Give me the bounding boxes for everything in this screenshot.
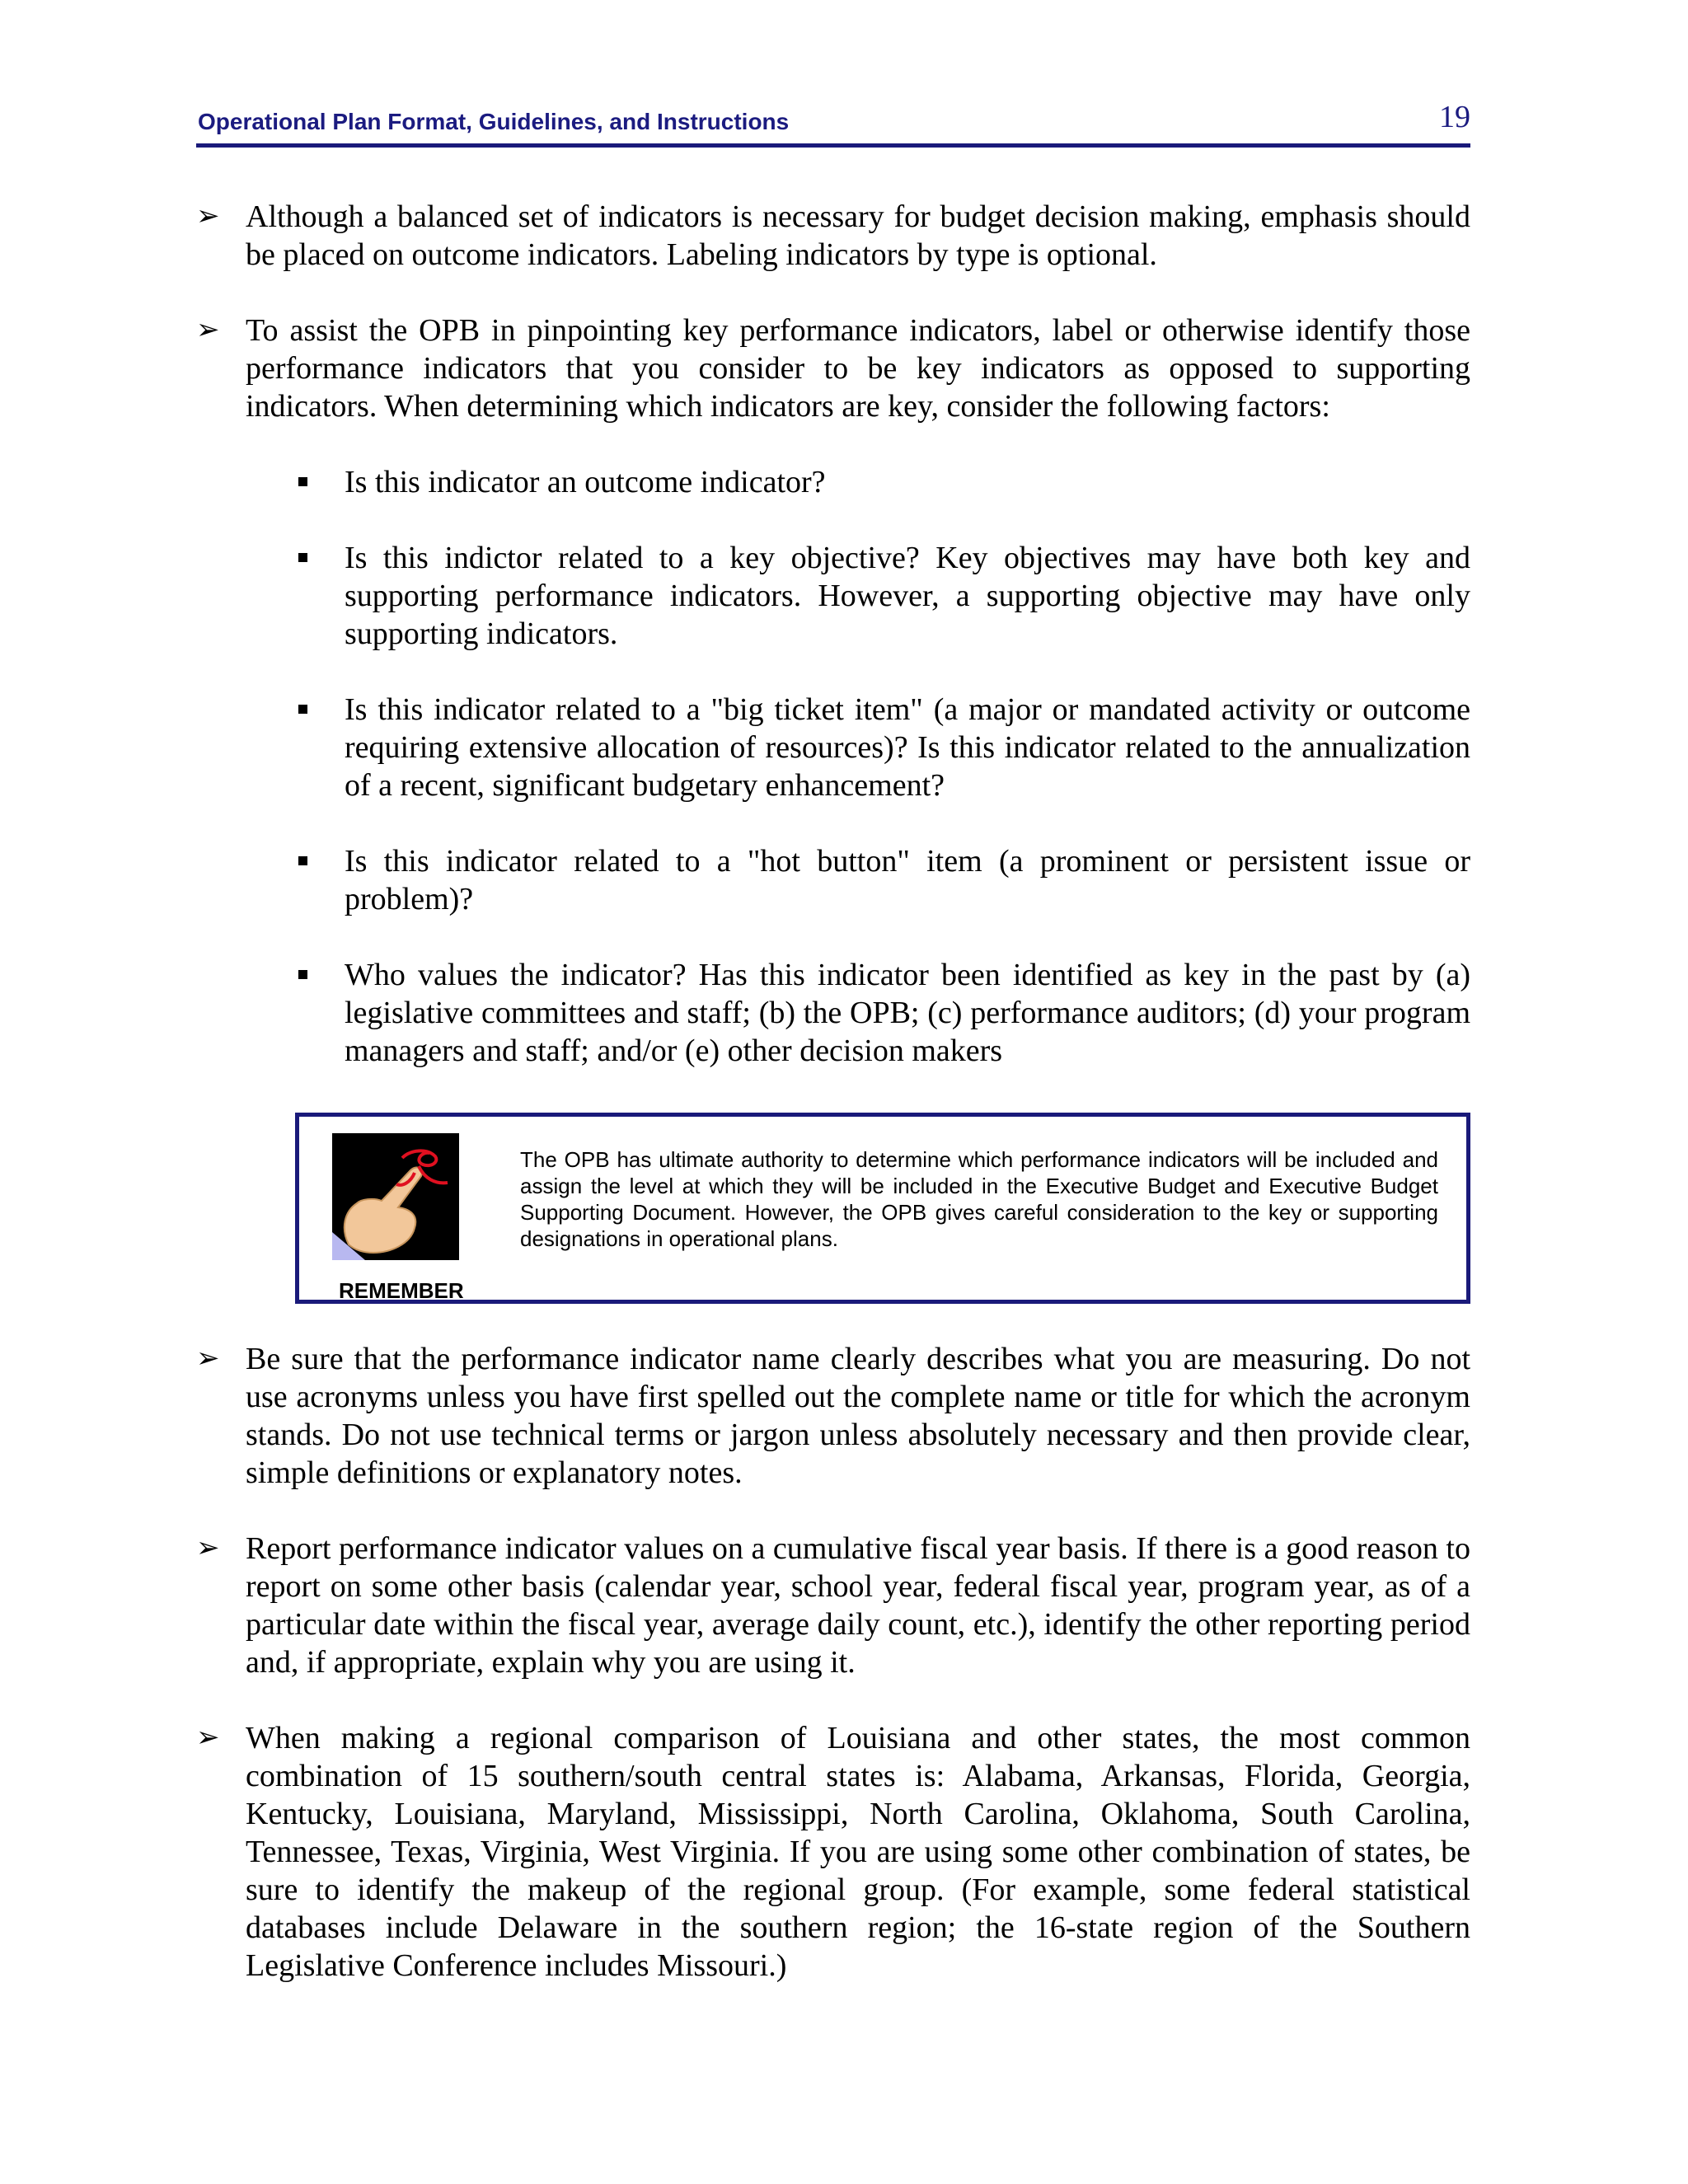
page-number: 19 <box>1439 100 1470 134</box>
remember-label: REMEMBER <box>339 1278 464 1303</box>
paragraph-text: To assist the OPB in pinpointing key performance indicators, label or otherwise identify those performance indicators that you consider to be key indicators as opposed to supporting indicators. When determining which indicators are key, consider the following factors: <box>246 313 1470 424</box>
factor-item <box>196 956 1470 1070</box>
paragraph-fiscal-year <box>196 1530 1470 1681</box>
factor-text: Who values the indicator? Has this indicator been identified as key in the past by (a) legislative committees and staff; (b) the OPB; (c) performance auditors; (d) your program managers and staff; and/or (e) other decision makers <box>345 958 1470 1068</box>
finger-string-icon <box>332 1133 459 1260</box>
factor-item <box>196 691 1470 804</box>
square-bullet-icon <box>298 705 307 714</box>
remember-text: The OPB has ultimate authority to determine which performance indicators will be included and assign the level at which they will be included in the Executive Budget and Executive Budget Supporting Document. However, the OPB gives careful consideration to the key or supporting designations in operational plans. <box>520 1147 1438 1251</box>
square-bullet-icon <box>298 856 307 865</box>
arrow-bullet-icon: ➢ <box>196 1343 220 1374</box>
page-header <box>196 97 1470 148</box>
paragraph-text: Be sure that the performance indicator name clearly describes what you are measuring. Do not use acronyms unless you have first spelled out the complete name or title for which the acronym stands. Do not use technical terms or jargon unless absolutely necessary and then provide clear, simple definitions or explanatory notes. <box>246 1342 1470 1490</box>
factor-text: Is this indicator related to a "hot button" item (a prominent or persistent issue or problem)? <box>345 844 1470 916</box>
factor-item <box>196 463 1470 501</box>
paragraph-balanced-indicators <box>196 198 1470 274</box>
factor-item <box>196 539 1470 653</box>
factor-text: Is this indictor related to a key objective? Key objectives may have both key and supporting performance indicators. However, a supporting objective may have only supporting indicators. <box>345 541 1470 651</box>
arrow-bullet-icon: ➢ <box>196 315 220 345</box>
paragraph-regional-comparison <box>196 1719 1470 1985</box>
remember-callout <box>295 1113 1470 1304</box>
header-title: Operational Plan Format, Guidelines, and Instructions <box>198 109 790 134</box>
square-bullet-icon <box>298 477 307 486</box>
arrow-bullet-icon: ➢ <box>196 201 220 232</box>
arrow-bullet-icon: ➢ <box>196 1722 220 1753</box>
paragraph-text: Report performance indicator values on a cumulative fiscal year basis. If there is a good reason to report on some other basis (calendar year, school year, federal fiscal year, program year, as of a particular date within the fiscal year, average daily count, etc.), identify the other reporting period and, if appropriate, explain why you are using it. <box>246 1531 1470 1680</box>
paragraph-text: Although a balanced set of indicators is necessary for budget decision making, emphasis should be placed on outcome indicators. Labeling indicators by type is optional. <box>246 199 1470 272</box>
factor-text: Is this indicator related to a "big ticket item" (a major or mandated activity or outcome requiring extensive allocation of resources)? Is this indicator related to the annualization of a recent, significant budgetary enhancement? <box>345 692 1470 803</box>
arrow-bullet-icon: ➢ <box>196 1533 220 1563</box>
factor-item <box>196 842 1470 918</box>
page-body <box>196 198 1470 1985</box>
paragraph-indicator-name <box>196 1340 1470 1492</box>
square-bullet-icon <box>298 970 307 979</box>
paragraph-text: When making a regional comparison of Louisiana and other states, the most common combination of 15 southern/south central states is: Alabama, Arkansas, Florida, Georgia, Kentucky, Louisiana, Maryland, Mississippi, North Carolina, Oklahoma, South Carolina, Tennessee, Texas, Virginia, West Virginia. If you are using some other combination of states, be sure to identify the makeup of the regional group. (For example, some federal statistical databases include Delaware in the southern region; the 16-state region of the Southern Legislative Conference includes Missouri.) <box>246 1721 1470 1983</box>
factor-text: Is this indicator an outcome indicator? <box>345 465 826 499</box>
paragraph-key-indicators <box>196 312 1470 425</box>
square-bullet-icon <box>298 553 307 562</box>
